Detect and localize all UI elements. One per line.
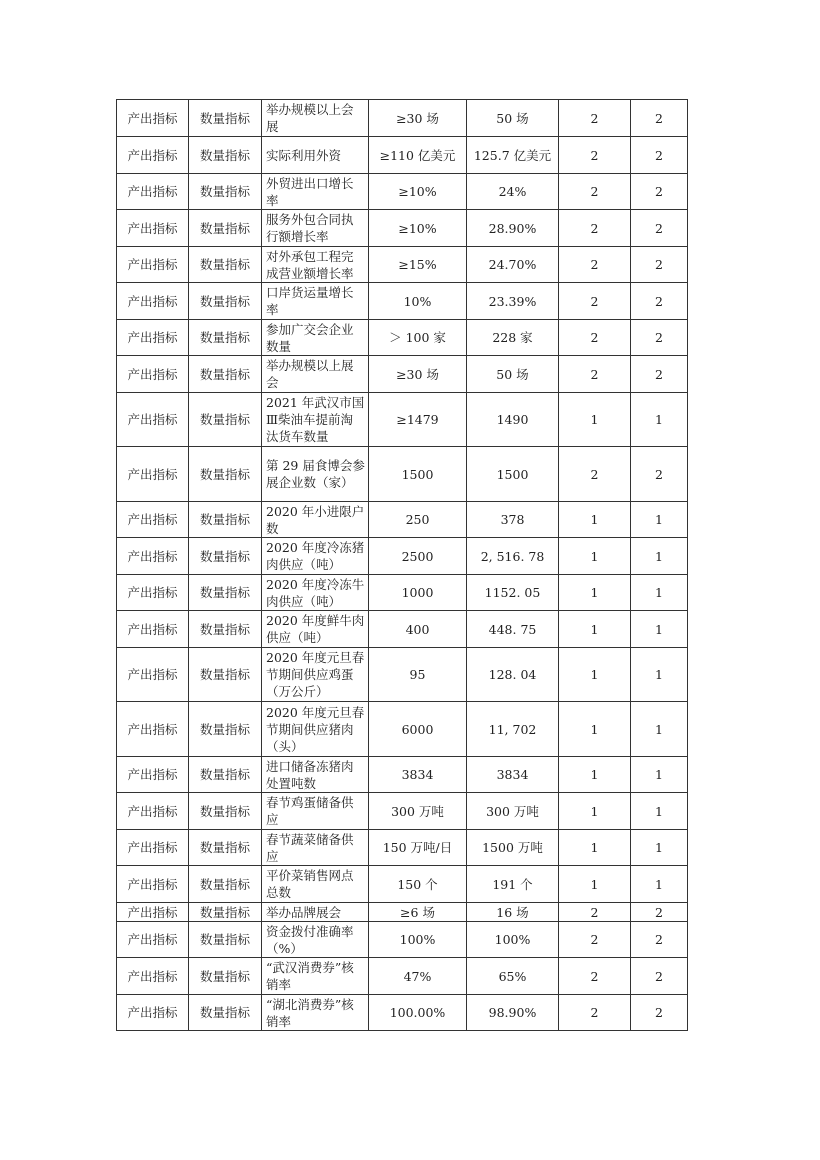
target-value-cell: 1000 bbox=[369, 575, 467, 611]
target-value-cell: 150 个 bbox=[369, 866, 467, 903]
indicator-level2-cell: 数量指标 bbox=[189, 995, 262, 1031]
target-value-cell: ≥10% bbox=[369, 174, 467, 210]
actual-value-cell: 1490 bbox=[467, 393, 559, 447]
indicator-level1-cell: 产出指标 bbox=[117, 995, 189, 1031]
table-row bbox=[117, 356, 688, 393]
table-row bbox=[117, 611, 688, 648]
indicator-level2-cell: 数量指标 bbox=[189, 502, 262, 538]
table-row bbox=[117, 958, 688, 995]
indicator-name-cell: 2020 年度元旦春节期间供应鸡蛋（万公斤） bbox=[262, 648, 369, 702]
indicator-level2-cell: 数量指标 bbox=[189, 210, 262, 247]
target-value-cell: ≥1479 bbox=[369, 393, 467, 447]
table-row bbox=[117, 538, 688, 575]
indicator-level1-cell: 产出指标 bbox=[117, 247, 189, 283]
target-value-cell: ≥6 场 bbox=[369, 903, 467, 922]
indicator-level1-cell: 产出指标 bbox=[117, 648, 189, 702]
indicator-level1-cell: 产出指标 bbox=[117, 100, 189, 137]
target-value-cell: 150 万吨/日 bbox=[369, 830, 467, 866]
target-value-cell: 3834 bbox=[369, 757, 467, 793]
table-row bbox=[117, 702, 688, 757]
actual-value-cell: 228 家 bbox=[467, 320, 559, 356]
target-value-cell: 1500 bbox=[369, 447, 467, 502]
indicator-level1-cell: 产出指标 bbox=[117, 283, 189, 320]
indicator-level2-cell: 数量指标 bbox=[189, 393, 262, 447]
earned-score-cell: 1 bbox=[631, 538, 688, 575]
indicator-name-cell: 2020 年度冷冻猪肉供应（吨） bbox=[262, 538, 369, 575]
target-value-cell: 400 bbox=[369, 611, 467, 648]
target-value-cell: 250 bbox=[369, 502, 467, 538]
table-row bbox=[117, 447, 688, 502]
table-row bbox=[117, 283, 688, 320]
earned-score-cell: 2 bbox=[631, 958, 688, 995]
indicator-name-cell: 对外承包工程完成营业额增长率 bbox=[262, 247, 369, 283]
table-row bbox=[117, 174, 688, 210]
indicator-name-cell: 实际利用外资 bbox=[262, 137, 369, 174]
indicator-name-cell: 2020 年度鲜牛肉供应（吨） bbox=[262, 611, 369, 648]
actual-value-cell: 28.90% bbox=[467, 210, 559, 247]
indicator-level1-cell: 产出指标 bbox=[117, 922, 189, 958]
earned-score-cell: 1 bbox=[631, 648, 688, 702]
weight-score-cell: 2 bbox=[559, 100, 631, 137]
table-row bbox=[117, 648, 688, 702]
earned-score-cell: 1 bbox=[631, 702, 688, 757]
actual-value-cell: 50 场 bbox=[467, 100, 559, 137]
earned-score-cell: 1 bbox=[631, 611, 688, 648]
table-row bbox=[117, 100, 688, 137]
target-value-cell: 100% bbox=[369, 922, 467, 958]
actual-value-cell: 1152. 05 bbox=[467, 575, 559, 611]
earned-score-cell: 2 bbox=[631, 210, 688, 247]
table-row bbox=[117, 575, 688, 611]
indicator-level1-cell: 产出指标 bbox=[117, 958, 189, 995]
weight-score-cell: 1 bbox=[559, 648, 631, 702]
indicator-name-cell: 口岸货运量增长率 bbox=[262, 283, 369, 320]
indicator-level1-cell: 产出指标 bbox=[117, 702, 189, 757]
performance-indicator-table bbox=[116, 99, 688, 1031]
weight-score-cell: 1 bbox=[559, 538, 631, 575]
indicator-name-cell: 参加广交会企业数量 bbox=[262, 320, 369, 356]
indicator-level1-cell: 产出指标 bbox=[117, 793, 189, 830]
target-value-cell: 10% bbox=[369, 283, 467, 320]
indicator-level2-cell: 数量指标 bbox=[189, 830, 262, 866]
table-row bbox=[117, 247, 688, 283]
actual-value-cell: 100% bbox=[467, 922, 559, 958]
indicator-name-cell: 举办规模以上会展 bbox=[262, 100, 369, 137]
indicator-level1-cell: 产出指标 bbox=[117, 393, 189, 447]
table-row bbox=[117, 210, 688, 247]
weight-score-cell: 2 bbox=[559, 137, 631, 174]
table-row bbox=[117, 793, 688, 830]
indicator-level2-cell: 数量指标 bbox=[189, 100, 262, 137]
indicator-name-cell: 2020 年小进限户数 bbox=[262, 502, 369, 538]
earned-score-cell: 2 bbox=[631, 320, 688, 356]
table-row bbox=[117, 903, 688, 922]
weight-score-cell: 2 bbox=[559, 210, 631, 247]
weight-score-cell: 2 bbox=[559, 447, 631, 502]
indicator-name-cell: 举办品牌展会 bbox=[262, 903, 369, 922]
indicator-level2-cell: 数量指标 bbox=[189, 538, 262, 575]
indicator-level2-cell: 数量指标 bbox=[189, 793, 262, 830]
indicator-name-cell: 2021 年武汉市国Ⅲ柴油车提前淘汰货车数量 bbox=[262, 393, 369, 447]
target-value-cell: ≥110 亿美元 bbox=[369, 137, 467, 174]
indicator-name-cell: 2020 年度元旦春节期间供应猪肉（头） bbox=[262, 702, 369, 757]
actual-value-cell: 2, 516. 78 bbox=[467, 538, 559, 575]
earned-score-cell: 1 bbox=[631, 830, 688, 866]
weight-score-cell: 1 bbox=[559, 393, 631, 447]
target-value-cell: 47% bbox=[369, 958, 467, 995]
earned-score-cell: 2 bbox=[631, 447, 688, 502]
earned-score-cell: 2 bbox=[631, 174, 688, 210]
actual-value-cell: 11, 702 bbox=[467, 702, 559, 757]
weight-score-cell: 2 bbox=[559, 174, 631, 210]
earned-score-cell: 2 bbox=[631, 922, 688, 958]
earned-score-cell: 2 bbox=[631, 995, 688, 1031]
earned-score-cell: 1 bbox=[631, 393, 688, 447]
indicator-level1-cell: 产出指标 bbox=[117, 210, 189, 247]
actual-value-cell: 125.7 亿美元 bbox=[467, 137, 559, 174]
indicator-name-cell: 春节蔬菜储备供应 bbox=[262, 830, 369, 866]
table-row bbox=[117, 502, 688, 538]
indicator-level1-cell: 产出指标 bbox=[117, 320, 189, 356]
weight-score-cell: 2 bbox=[559, 247, 631, 283]
indicator-level1-cell: 产出指标 bbox=[117, 611, 189, 648]
actual-value-cell: 3834 bbox=[467, 757, 559, 793]
indicator-level1-cell: 产出指标 bbox=[117, 757, 189, 793]
earned-score-cell: 1 bbox=[631, 757, 688, 793]
earned-score-cell: 2 bbox=[631, 247, 688, 283]
indicator-name-cell: 外贸进出口增长率 bbox=[262, 174, 369, 210]
indicator-level2-cell: 数量指标 bbox=[189, 922, 262, 958]
weight-score-cell: 1 bbox=[559, 575, 631, 611]
indicator-name-cell: 2020 年度冷冻牛肉供应（吨） bbox=[262, 575, 369, 611]
earned-score-cell: 1 bbox=[631, 793, 688, 830]
weight-score-cell: 2 bbox=[559, 922, 631, 958]
weight-score-cell: 1 bbox=[559, 830, 631, 866]
earned-score-cell: 2 bbox=[631, 137, 688, 174]
actual-value-cell: 1500 bbox=[467, 447, 559, 502]
target-value-cell: ≥30 场 bbox=[369, 356, 467, 393]
target-value-cell: 95 bbox=[369, 648, 467, 702]
table-row bbox=[117, 866, 688, 903]
indicator-name-cell: 平价菜销售网点总数 bbox=[262, 866, 369, 903]
actual-value-cell: 98.90% bbox=[467, 995, 559, 1031]
earned-score-cell: 2 bbox=[631, 903, 688, 922]
table-body bbox=[117, 100, 688, 1031]
target-value-cell: 6000 bbox=[369, 702, 467, 757]
weight-score-cell: 1 bbox=[559, 502, 631, 538]
earned-score-cell: 1 bbox=[631, 866, 688, 903]
actual-value-cell: 16 场 bbox=[467, 903, 559, 922]
target-value-cell: ≥30 场 bbox=[369, 100, 467, 137]
table-row bbox=[117, 995, 688, 1031]
indicator-level2-cell: 数量指标 bbox=[189, 648, 262, 702]
indicator-name-cell: 服务外包合同执行额增长率 bbox=[262, 210, 369, 247]
indicator-level2-cell: 数量指标 bbox=[189, 958, 262, 995]
weight-score-cell: 1 bbox=[559, 702, 631, 757]
indicator-name-cell: 资金拨付准确率（%） bbox=[262, 922, 369, 958]
indicator-level1-cell: 产出指标 bbox=[117, 538, 189, 575]
earned-score-cell: 2 bbox=[631, 283, 688, 320]
actual-value-cell: 24.70% bbox=[467, 247, 559, 283]
indicator-level1-cell: 产出指标 bbox=[117, 866, 189, 903]
table-row bbox=[117, 757, 688, 793]
indicator-name-cell: “湖北消费券”核销率 bbox=[262, 995, 369, 1031]
target-value-cell: 100.00% bbox=[369, 995, 467, 1031]
indicator-level2-cell: 数量指标 bbox=[189, 757, 262, 793]
actual-value-cell: 191 个 bbox=[467, 866, 559, 903]
indicator-level2-cell: 数量指标 bbox=[189, 575, 262, 611]
indicator-level2-cell: 数量指标 bbox=[189, 137, 262, 174]
table-row bbox=[117, 922, 688, 958]
table-row bbox=[117, 393, 688, 447]
weight-score-cell: 2 bbox=[559, 320, 631, 356]
indicator-name-cell: 第 29 届食博会参展企业数（家） bbox=[262, 447, 369, 502]
indicator-level2-cell: 数量指标 bbox=[189, 320, 262, 356]
indicator-level1-cell: 产出指标 bbox=[117, 174, 189, 210]
indicator-level1-cell: 产出指标 bbox=[117, 830, 189, 866]
weight-score-cell: 2 bbox=[559, 903, 631, 922]
earned-score-cell: 2 bbox=[631, 356, 688, 393]
table-row bbox=[117, 320, 688, 356]
weight-score-cell: 1 bbox=[559, 611, 631, 648]
target-value-cell: 300 万吨 bbox=[369, 793, 467, 830]
actual-value-cell: 23.39% bbox=[467, 283, 559, 320]
indicator-name-cell: 举办规模以上展会 bbox=[262, 356, 369, 393]
target-value-cell: ＞ 100 家 bbox=[369, 320, 467, 356]
indicator-name-cell: 进口储备冻猪肉处置吨数 bbox=[262, 757, 369, 793]
table-row bbox=[117, 830, 688, 866]
indicator-level1-cell: 产出指标 bbox=[117, 356, 189, 393]
indicator-level2-cell: 数量指标 bbox=[189, 611, 262, 648]
indicator-level2-cell: 数量指标 bbox=[189, 866, 262, 903]
indicator-level1-cell: 产出指标 bbox=[117, 137, 189, 174]
indicator-level2-cell: 数量指标 bbox=[189, 356, 262, 393]
target-value-cell: 2500 bbox=[369, 538, 467, 575]
target-value-cell: ≥15% bbox=[369, 247, 467, 283]
earned-score-cell: 1 bbox=[631, 502, 688, 538]
indicator-level2-cell: 数量指标 bbox=[189, 174, 262, 210]
indicator-level1-cell: 产出指标 bbox=[117, 575, 189, 611]
actual-value-cell: 128. 04 bbox=[467, 648, 559, 702]
actual-value-cell: 448. 75 bbox=[467, 611, 559, 648]
table-row bbox=[117, 137, 688, 174]
indicator-level2-cell: 数量指标 bbox=[189, 283, 262, 320]
weight-score-cell: 2 bbox=[559, 958, 631, 995]
actual-value-cell: 1500 万吨 bbox=[467, 830, 559, 866]
actual-value-cell: 378 bbox=[467, 502, 559, 538]
actual-value-cell: 300 万吨 bbox=[467, 793, 559, 830]
target-value-cell: ≥10% bbox=[369, 210, 467, 247]
weight-score-cell: 1 bbox=[559, 757, 631, 793]
indicator-level1-cell: 产出指标 bbox=[117, 447, 189, 502]
indicator-level2-cell: 数量指标 bbox=[189, 702, 262, 757]
weight-score-cell: 2 bbox=[559, 356, 631, 393]
weight-score-cell: 2 bbox=[559, 995, 631, 1031]
indicator-level2-cell: 数量指标 bbox=[189, 447, 262, 502]
indicator-level1-cell: 产出指标 bbox=[117, 903, 189, 922]
weight-score-cell: 1 bbox=[559, 793, 631, 830]
indicator-name-cell: “武汉消费券”核销率 bbox=[262, 958, 369, 995]
earned-score-cell: 2 bbox=[631, 100, 688, 137]
indicator-level2-cell: 数量指标 bbox=[189, 247, 262, 283]
weight-score-cell: 1 bbox=[559, 866, 631, 903]
actual-value-cell: 50 场 bbox=[467, 356, 559, 393]
actual-value-cell: 24% bbox=[467, 174, 559, 210]
actual-value-cell: 65% bbox=[467, 958, 559, 995]
earned-score-cell: 1 bbox=[631, 575, 688, 611]
indicator-level2-cell: 数量指标 bbox=[189, 903, 262, 922]
indicator-name-cell: 春节鸡蛋储备供应 bbox=[262, 793, 369, 830]
indicator-level1-cell: 产出指标 bbox=[117, 502, 189, 538]
weight-score-cell: 2 bbox=[559, 283, 631, 320]
